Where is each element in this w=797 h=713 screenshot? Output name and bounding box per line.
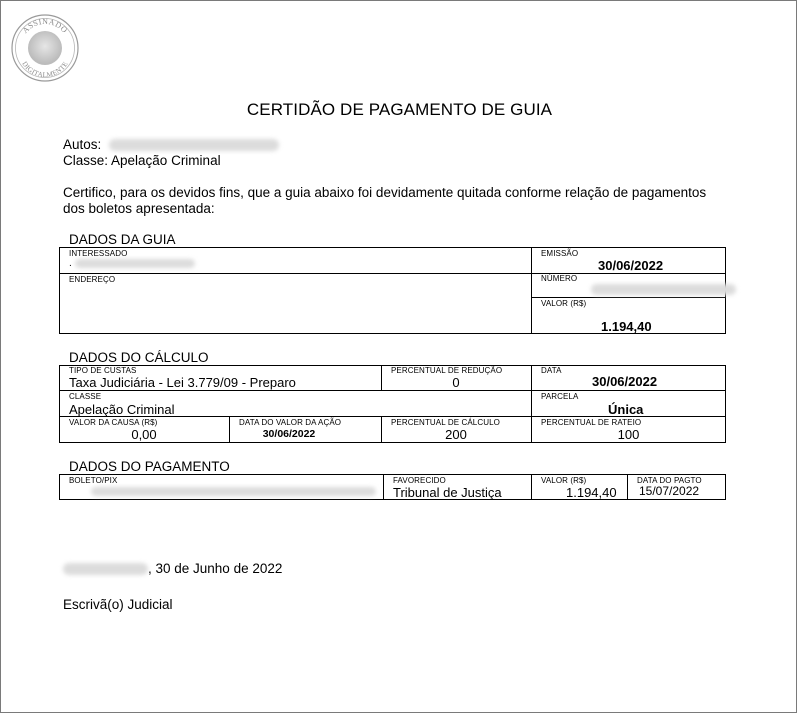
valor-causa-value: 0,00 bbox=[131, 427, 157, 442]
autos-label: Autos: bbox=[63, 137, 102, 152]
data-valor-acao-value: 30/06/2022 bbox=[262, 428, 316, 440]
date-text: , 30 de Junho de 2022 bbox=[148, 561, 283, 576]
valor-pagamento-value: 1.194,40 bbox=[566, 485, 617, 500]
calculo-heading: DADOS DO CÁLCULO bbox=[69, 350, 209, 365]
tipo-custas-value: Taxa Judiciária - Lei 3.779/09 - Preparo bbox=[69, 375, 296, 390]
favorecido-value: Tribunal de Justiça bbox=[393, 485, 502, 500]
interessado-label: INTERESSADO bbox=[69, 249, 128, 258]
interessado-value bbox=[69, 258, 195, 269]
pagamento-divider-v2 bbox=[531, 474, 532, 500]
signature-label: Escrivã(o) Judicial bbox=[63, 597, 173, 612]
classe-label: CLASSE bbox=[69, 392, 102, 401]
data-calculo-label: DATA bbox=[541, 366, 562, 375]
redacted-numero bbox=[591, 284, 736, 295]
numero-label: NÚMERO bbox=[541, 274, 578, 283]
data-pagto-value: 15/07/2022 bbox=[639, 484, 700, 498]
guia-heading: DADOS DA GUIA bbox=[69, 232, 176, 247]
classe-value: Apelação Criminal bbox=[69, 402, 175, 417]
pagamento-heading: DADOS DO PAGAMENTO bbox=[69, 459, 230, 474]
emissao-label: EMISSÃO bbox=[541, 249, 579, 258]
stamp-text-bottom: DIGITALMENTE bbox=[20, 60, 70, 80]
emissao-value: 30/06/2022 bbox=[598, 258, 664, 273]
reducao-value: 0 bbox=[452, 375, 460, 390]
autos-line bbox=[63, 137, 279, 152]
tipo-custas-label: TIPO DE CUSTAS bbox=[69, 366, 137, 375]
redacted-interessado bbox=[75, 259, 195, 268]
pagamento-divider-v3 bbox=[627, 474, 628, 500]
data-calculo-value: 30/06/2022 bbox=[592, 374, 658, 389]
stamp-text-top: ASSINADO bbox=[20, 16, 70, 35]
calculo-divider-h1 bbox=[59, 390, 726, 391]
valor-guia-value: 1.194,40 bbox=[601, 319, 652, 334]
favorecido-label: FAVORECIDO bbox=[393, 476, 446, 485]
percentual-rateio-value: 100 bbox=[617, 427, 640, 442]
paragraph-line-2: dos boletos apresentada: bbox=[63, 201, 215, 216]
parcela-label: PARCELA bbox=[541, 392, 579, 401]
percentual-calculo-label: PERCENTUAL DE CÁLCULO bbox=[391, 418, 500, 427]
parcela-value: Única bbox=[608, 402, 644, 417]
endereco-label: ENDEREÇO bbox=[69, 275, 116, 284]
date-line bbox=[63, 561, 282, 576]
data-pagto-label: DATA DO PAGTO bbox=[637, 476, 702, 485]
guia-divider-h1 bbox=[59, 273, 726, 274]
redacted-autos-number bbox=[109, 139, 279, 151]
guia-divider-h2 bbox=[531, 297, 726, 298]
redacted-boleto-pix bbox=[91, 487, 376, 496]
redacted-city bbox=[63, 563, 148, 575]
digital-signature-stamp-icon bbox=[10, 13, 80, 83]
classe-line: Classe: Apelação Criminal bbox=[63, 153, 221, 168]
valor-guia-label: VALOR (R$) bbox=[541, 299, 587, 308]
percentual-rateio-label: PERCENTUAL DE RATEIO bbox=[541, 418, 642, 427]
paragraph-line-1: Certifico, para os devidos fins, que a guia abaixo foi devidamente quitada conforme relação de pagamentos bbox=[63, 185, 707, 200]
boleto-pix-label: BOLETO/PIX bbox=[69, 476, 118, 485]
guia-divider-v bbox=[531, 247, 532, 334]
reducao-label: PERCENTUAL DE REDUÇÃO bbox=[391, 366, 503, 375]
interessado-prefix: . bbox=[69, 258, 72, 269]
data-valor-acao-label: DATA DO VALOR DA AÇÃO bbox=[239, 418, 342, 427]
pagamento-divider-v1 bbox=[383, 474, 384, 500]
document-title: CERTIDÃO DE PAGAMENTO DE GUIA bbox=[246, 100, 553, 119]
valor-causa-label: VALOR DA CAUSA (R$) bbox=[69, 418, 158, 427]
percentual-calculo-value: 200 bbox=[445, 427, 467, 442]
valor-pagamento-label: VALOR (R$) bbox=[541, 476, 587, 485]
